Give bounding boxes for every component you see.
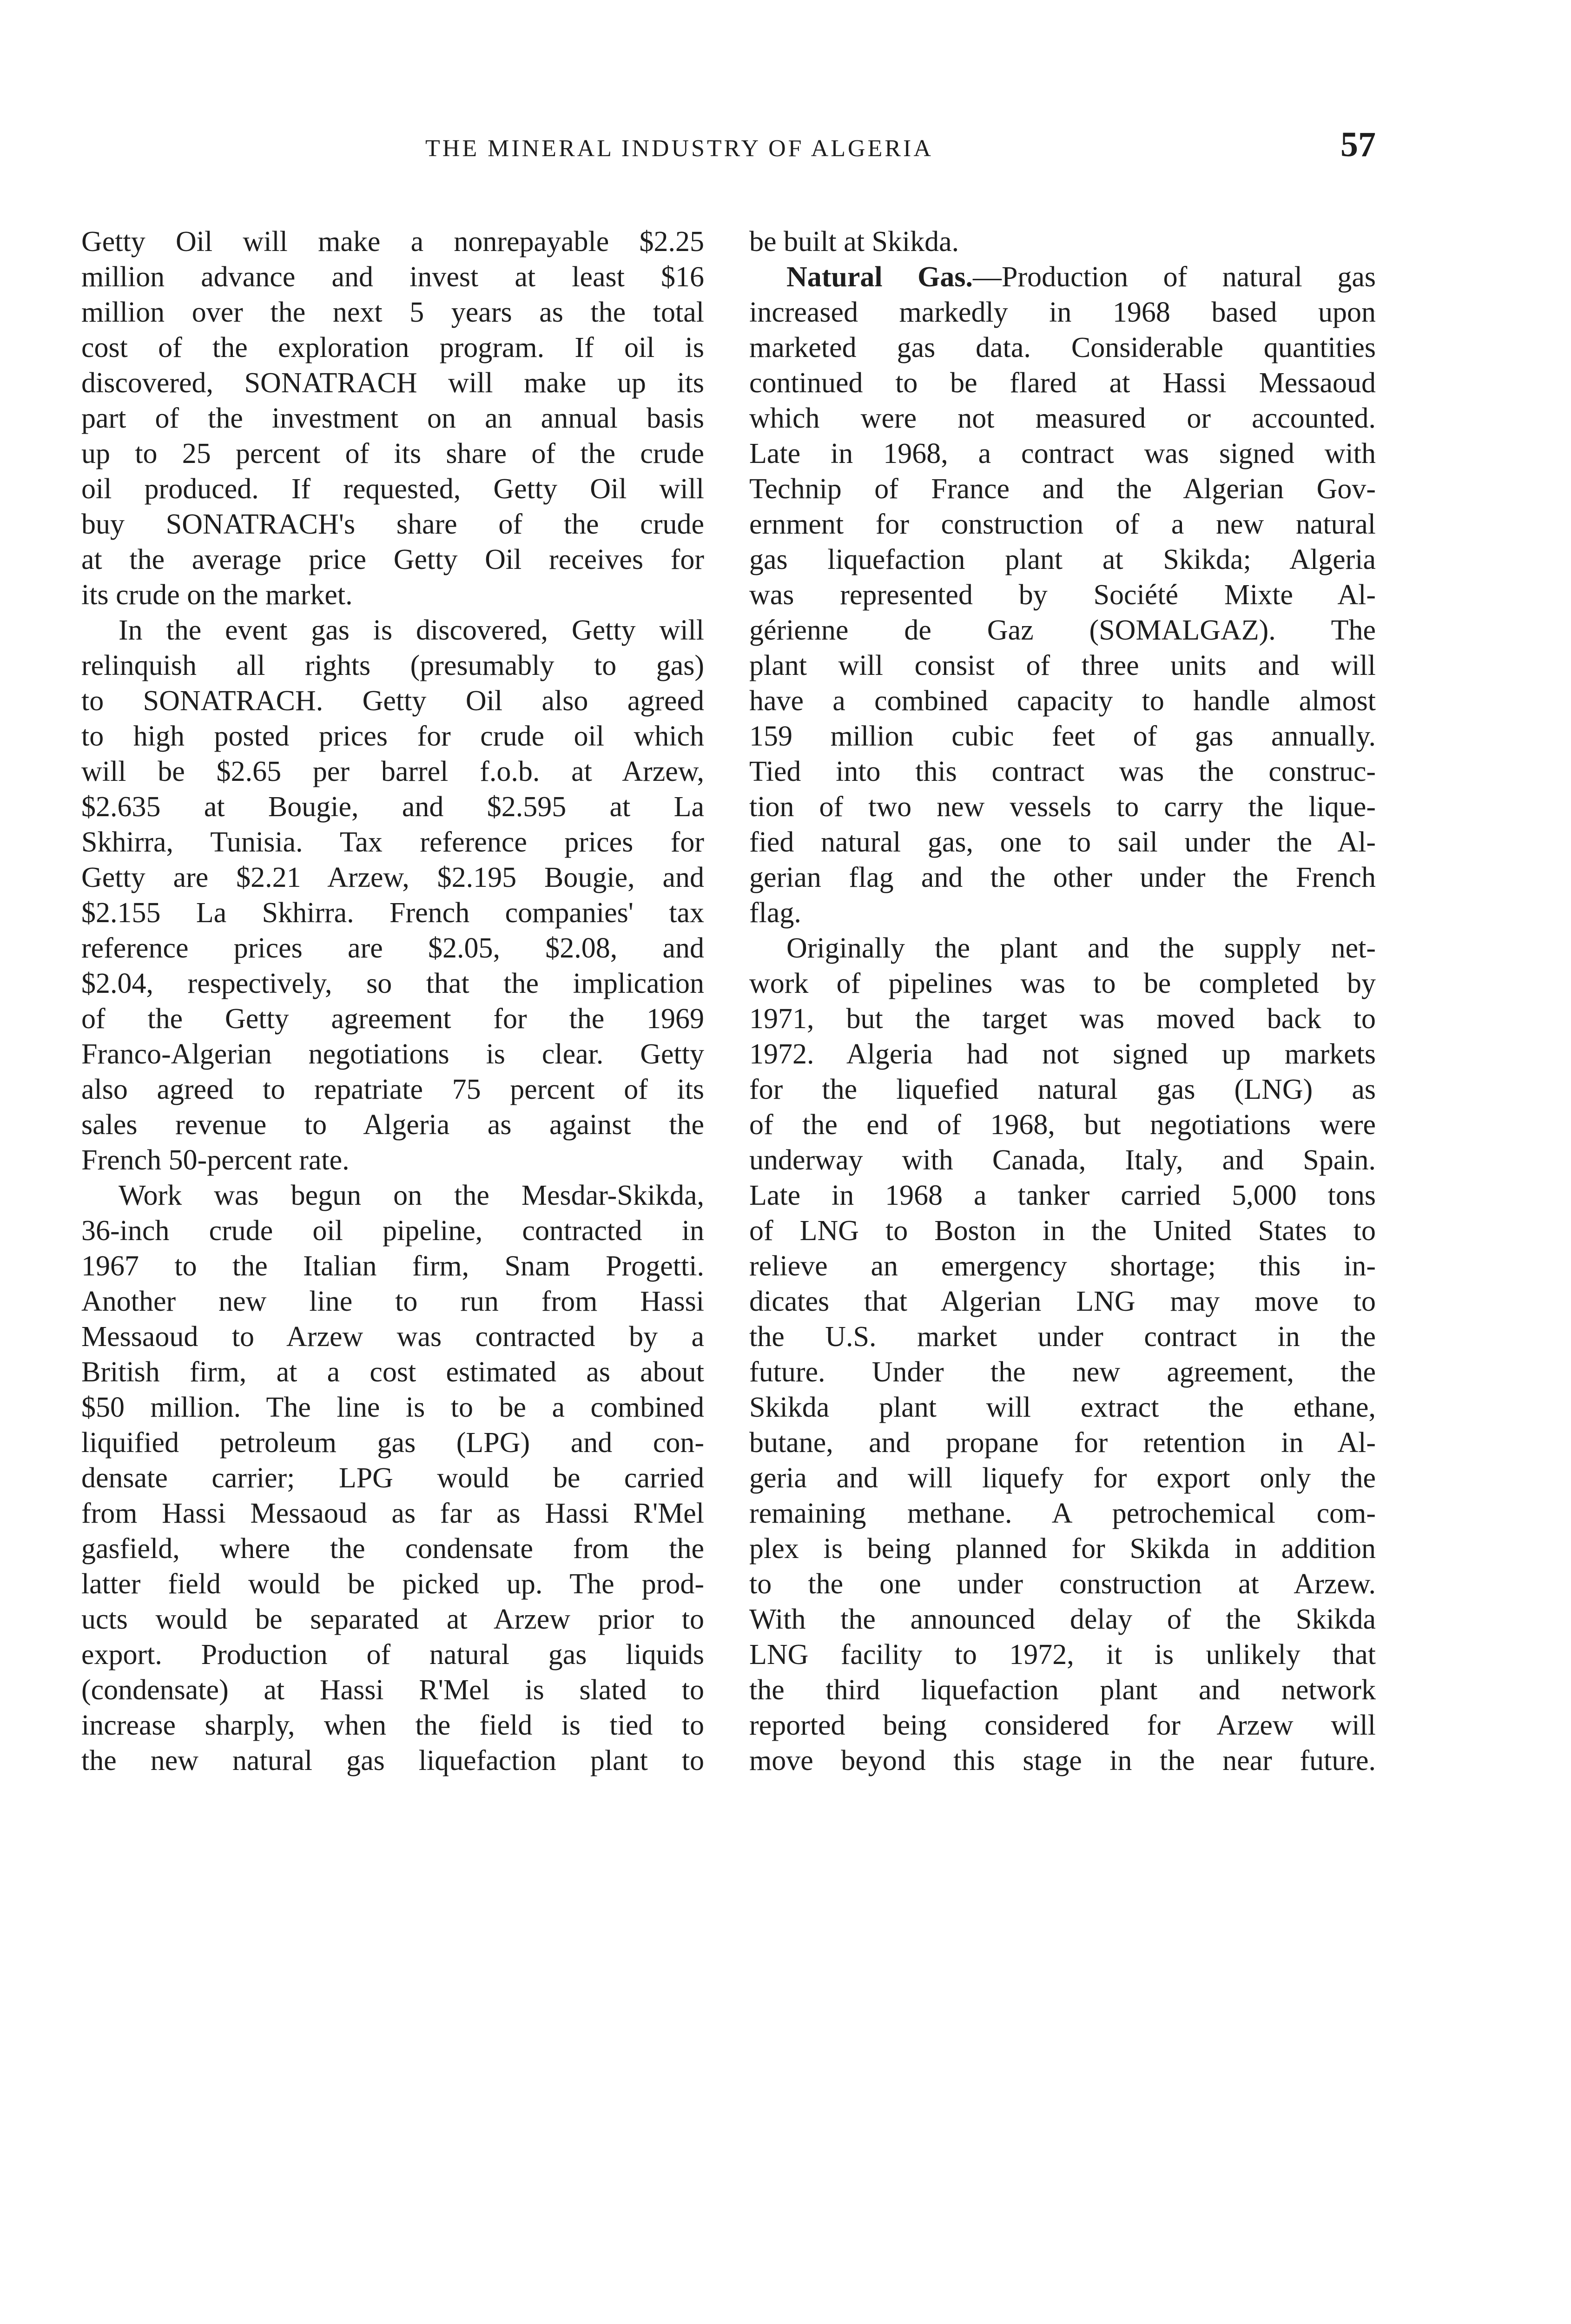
text-line: up to 25 percent of its share of the crude xyxy=(81,438,704,469)
text-line: of the end of 1968, but negotiations were xyxy=(749,1109,1376,1141)
text-line: million advance and invest at least $16 xyxy=(81,261,704,293)
text-line: relinquish all rights (presumably to gas) xyxy=(81,650,704,681)
text-line: $2.635 at Bougie, and $2.595 at La xyxy=(81,791,704,823)
text-line: Getty Oil will make a nonrepayable $2.25 xyxy=(81,226,704,257)
text-line: buy SONATRACH's share of the crude xyxy=(81,508,704,540)
text-line: its crude on the market. xyxy=(81,579,353,611)
text-line: 1972. Algeria had not signed up markets xyxy=(749,1038,1376,1070)
text-line: relieve an emergency shortage; this in- xyxy=(749,1250,1376,1282)
text-line: be built at Skikda. xyxy=(749,226,959,257)
text-line: Late in 1968 a tanker carried 5,000 tons xyxy=(749,1180,1376,1211)
text-line: 1967 to the Italian firm, Snam Progetti. xyxy=(81,1250,704,1282)
text-run: —Production of natural gas xyxy=(973,261,1376,293)
text-line: liquified petroleum gas (LPG) and con- xyxy=(81,1427,704,1459)
left-column xyxy=(81,224,704,1778)
text-line: export. Production of natural gas liquids xyxy=(81,1639,704,1670)
text-line: gas liquefaction plant at Skikda; Algeria xyxy=(749,544,1376,575)
right-column xyxy=(749,224,1376,1778)
running-title: THE MINERAL INDUSTRY OF ALGERIA xyxy=(425,135,933,162)
text-line: at the average price Getty Oil receives for xyxy=(81,544,704,575)
text-line: Skhirra, Tunisia. Tax reference prices for xyxy=(81,826,704,858)
text-line: cost of the exploration program. If oil is xyxy=(81,332,704,363)
section-heading: Natural Gas. xyxy=(786,261,973,293)
text-line: Skikda plant will extract the ethane, xyxy=(749,1392,1376,1423)
running-head xyxy=(81,125,1376,168)
text-line: dicates that Algerian LNG may move to xyxy=(749,1286,1376,1317)
text-line: $2.155 La Skhirra. French companies' tax xyxy=(81,897,704,929)
text-line: gasfield, where the condensate from the xyxy=(81,1533,704,1565)
text-line: reference prices are $2.05, $2.08, and xyxy=(81,932,704,964)
text-line: gerian flag and the other under the French xyxy=(749,862,1376,893)
text-line: was represented by Société Mixte Al- xyxy=(749,579,1376,611)
text-line: Late in 1968, a contract was signed with xyxy=(749,438,1376,469)
text-line: will be $2.65 per barrel f.o.b. at Arzew, xyxy=(81,756,704,787)
text-line: $2.04, respectively, so that the implication xyxy=(81,968,704,999)
text-line: geria and will liquefy for export only the xyxy=(749,1462,1376,1494)
text-line: (condensate) at Hassi R'Mel is slated to xyxy=(81,1674,704,1706)
text-line: Work was begun on the Mesdar-Skikda, xyxy=(119,1180,704,1211)
text-line: to the one under construction at Arzew. xyxy=(749,1568,1376,1600)
text-line: ernment for construction of a new natural xyxy=(749,508,1376,540)
text-line: Technip of France and the Algerian Gov- xyxy=(749,473,1376,505)
text-line: plex is being planned for Skikda in addition xyxy=(749,1533,1376,1565)
text-line: fied natural gas, one to sail under the Al- xyxy=(749,826,1376,858)
text-line: Tied into this contract was the construc- xyxy=(749,756,1376,787)
text-line: LNG facility to 1972, it is unlikely that xyxy=(749,1639,1376,1670)
text-line: 159 million cubic feet of gas annually. xyxy=(749,720,1376,752)
text-line: of the Getty agreement for the 1969 xyxy=(81,1003,704,1035)
text-line: the U.S. market under contract in the xyxy=(749,1321,1376,1353)
text-line: continued to be flared at Hassi Messaoud xyxy=(749,367,1376,399)
text-line: butane, and propane for retention in Al- xyxy=(749,1427,1376,1459)
text-line: In the event gas is discovered, Getty will xyxy=(119,614,704,646)
text-line: increased markedly in 1968 based upon xyxy=(749,297,1376,328)
text-line: Originally the plant and the supply net- xyxy=(786,932,1376,964)
text-line: have a combined capacity to handle almost xyxy=(749,685,1376,717)
text-line: also agreed to repatriate 75 percent of its xyxy=(81,1074,704,1105)
text-line: flag. xyxy=(749,897,801,929)
text-line: British firm, at a cost estimated as about xyxy=(81,1356,704,1388)
text-line: the third liquefaction plant and network xyxy=(749,1674,1376,1706)
text-line: discovered, SONATRACH will make up its xyxy=(81,367,704,399)
text-line: ucts would be separated at Arzew prior to xyxy=(81,1604,704,1635)
text-line: Getty are $2.21 Arzew, $2.195 Bougie, and xyxy=(81,862,704,893)
text-line: to high posted prices for crude oil which xyxy=(81,720,704,752)
page-number: 57 xyxy=(1340,125,1376,164)
text-line: Messaoud to Arzew was contracted by a xyxy=(81,1321,704,1353)
text-line: densate carrier; LPG would be carried xyxy=(81,1462,704,1494)
text-line: $50 million. The line is to be a combined xyxy=(81,1392,704,1423)
text-line: sales revenue to Algeria as against the xyxy=(81,1109,704,1141)
text-line: future. Under the new agreement, the xyxy=(749,1356,1376,1388)
text-line: marketed gas data. Considerable quantities xyxy=(749,332,1376,363)
text-line: remaining methane. A petrochemical com- xyxy=(749,1498,1376,1529)
text-line: the new natural gas liquefaction plant to xyxy=(81,1745,704,1776)
text-line: million over the next 5 years as the total xyxy=(81,297,704,328)
text-line: of LNG to Boston in the United States to xyxy=(749,1215,1376,1247)
text-line: increase sharply, when the field is tied to xyxy=(81,1710,704,1741)
text-line: part of the investment on an annual basis xyxy=(81,403,704,434)
section-first-line xyxy=(749,259,1376,295)
text-line: latter field would be picked up. The prod- xyxy=(81,1568,704,1600)
text-line: to SONATRACH. Getty Oil also agreed xyxy=(81,685,704,717)
text-line: gérienne de Gaz (SOMALGAZ). The xyxy=(749,614,1376,646)
text-line: Another new line to run from Hassi xyxy=(81,1286,704,1317)
text-line: from Hassi Messaoud as far as Hassi R'Mel xyxy=(81,1498,704,1529)
text-line: plant will consist of three units and will xyxy=(749,650,1376,681)
text-line: move beyond this stage in the near future. xyxy=(749,1745,1376,1776)
text-line: tion of two new vessels to carry the lique- xyxy=(749,791,1376,823)
text-line: 1971, but the target was moved back to xyxy=(749,1003,1376,1035)
text-line: work of pipelines was to be completed by xyxy=(749,968,1376,999)
text-line: With the announced delay of the Skikda xyxy=(749,1604,1376,1635)
text-line: reported being considered for Arzew will xyxy=(749,1710,1376,1741)
text-line: 36-inch crude oil pipeline, contracted in xyxy=(81,1215,704,1247)
text-line: which were not measured or accounted. xyxy=(749,403,1376,434)
text-line: oil produced. If requested, Getty Oil will xyxy=(81,473,704,505)
text-line: underway with Canada, Italy, and Spain. xyxy=(749,1144,1376,1176)
text-line: Franco-Algerian negotiations is clear. Getty xyxy=(81,1038,704,1070)
text-line: French 50-percent rate. xyxy=(81,1144,350,1176)
text-line: for the liquefied natural gas (LNG) as xyxy=(749,1074,1376,1105)
